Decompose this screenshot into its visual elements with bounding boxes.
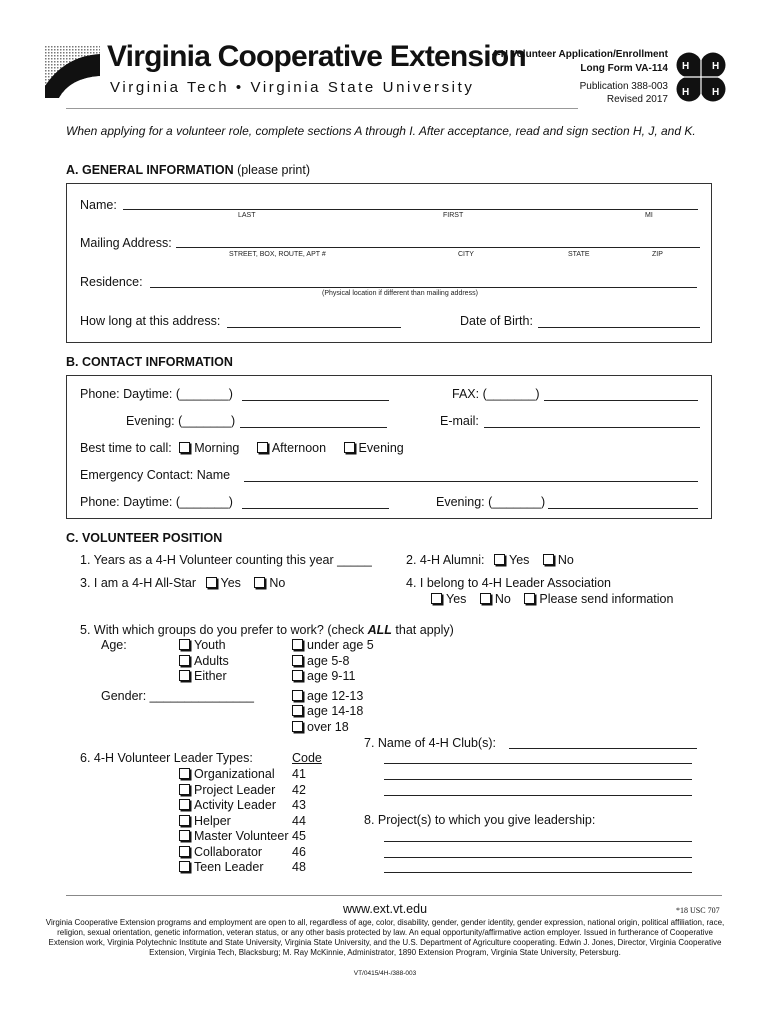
usc-note: *18 USC 707 xyxy=(676,906,720,915)
q1-years-volunteer[interactable]: 1. Years as a 4-H Volunteer counting this year _____ xyxy=(80,553,372,567)
caption-city: CITY xyxy=(458,251,474,258)
svg-text:H: H xyxy=(712,87,720,98)
caption-state: STATE xyxy=(568,251,590,258)
instructions: When applying for a volunteer role, complete sections A through I. After acceptance, read and sign section H, J, and K. xyxy=(66,124,696,138)
age-option-either[interactable]: Either xyxy=(179,669,229,685)
q8-projects-label: 8. Project(s) to which you give leadership: xyxy=(364,813,596,827)
disclaimer: Virginia Cooperative Extension programs and employment are open to all, regardless of age, color, disability, gender, gender identity, gender expression, national origin, political affiliation, race, religion, sexual orientation, genetic information, veteran status, or any other basis protected by law. An equal opportunity/affirmative action employer. Issued in furtherance of Cooperative Extension work, Virginia Polytechnic Institute and State University, Virginia State University, and the U.S. Department of Agriculture cooperating. Edwin J. Jones, Director, Virginia Cooperative Extension, Virginia Tech, Blacksburg; M. Ray McKinnie, Administrator, 1890 Extension Program, Virginia State University, Petersburg. xyxy=(45,918,725,957)
emergency-contact-input[interactable] xyxy=(244,481,698,482)
age-range-14-18[interactable]: age 14-18 xyxy=(292,704,374,720)
footer-divider xyxy=(66,895,722,896)
age-range-9-11[interactable]: age 9-11 xyxy=(292,669,374,685)
q2-alumni: 2. 4-H Alumni: Yes No xyxy=(406,553,574,567)
q2-option-no[interactable]: No xyxy=(543,553,574,567)
age-group-options xyxy=(179,638,229,685)
publication-number: Publication 388-003 xyxy=(579,81,668,92)
residence-input[interactable] xyxy=(150,287,697,288)
age-option-youth[interactable]: Youth xyxy=(179,638,229,654)
q2-option-yes[interactable]: Yes xyxy=(494,553,529,567)
four-h-clover-icon xyxy=(672,48,730,106)
option-morning[interactable]: Morning xyxy=(179,441,239,455)
caption-residence: (Physical location if different than mailing address) xyxy=(322,290,478,297)
phone-daytime-label: Phone: Daytime: (_______) xyxy=(80,387,233,401)
age-label: Age: xyxy=(101,638,127,652)
projects-input-2[interactable] xyxy=(384,857,692,858)
code-header: Code xyxy=(292,751,322,765)
phone-evening-input[interactable] xyxy=(240,427,387,428)
q6-leader-types: 6. 4-H Volunteer Leader Types: xyxy=(80,751,253,765)
checkbox-afternoon[interactable] xyxy=(257,442,268,453)
best-time-label: Best time to call: xyxy=(80,441,172,455)
projects-input-1[interactable] xyxy=(384,841,692,842)
mailing-address-label: Mailing Address: xyxy=(80,236,172,250)
org-subtitle: Virginia Tech • Virginia State University xyxy=(110,79,475,96)
caption-street: STREET, BOX, ROUTE, APT # xyxy=(229,251,326,258)
email-input[interactable] xyxy=(484,427,700,428)
checkbox-evening[interactable] xyxy=(344,442,355,453)
how-long-input[interactable] xyxy=(227,327,401,328)
mailing-address-input[interactable] xyxy=(176,247,700,248)
emergency-contact-label: Emergency Contact: Name xyxy=(80,468,231,482)
leader-code-list xyxy=(292,767,306,876)
leader-type-activity-leader[interactable]: Activity Leader xyxy=(179,798,289,814)
ec-phone-daytime-label: Phone: Daytime: (_______) xyxy=(80,495,233,509)
phone-evening-label: Evening: (_______) xyxy=(126,414,236,428)
section-a-title: A. GENERAL INFORMATION (please print) xyxy=(66,163,311,177)
age-range-over-18[interactable]: over 18 xyxy=(292,720,374,736)
caption-zip: ZIP xyxy=(652,251,663,258)
leader-type-list xyxy=(179,767,289,876)
header-divider xyxy=(66,108,578,109)
svg-text:H: H xyxy=(712,61,720,72)
org-name: Virginia Cooperative Extension xyxy=(107,40,526,73)
q5-groups: 5. With which groups do you prefer to work? (check ALL that apply) xyxy=(80,623,454,637)
q4-option-yes[interactable]: Yes xyxy=(431,592,466,606)
age-range-12-13[interactable]: age 12-13 xyxy=(292,689,374,705)
ec-phone-evening-label: Evening: (_______) xyxy=(436,495,546,509)
dob-input[interactable] xyxy=(538,327,700,328)
club-name-input-4[interactable] xyxy=(384,795,692,796)
leader-type-project-leader[interactable]: Project Leader xyxy=(179,783,289,799)
how-long-label: How long at this address: xyxy=(80,314,221,328)
caption-first: FIRST xyxy=(443,212,464,219)
q3-all-star: 3. I am a 4-H All-Star Yes No xyxy=(80,576,286,590)
option-afternoon[interactable]: Afternoon xyxy=(257,441,326,455)
q7-club-name-label: 7. Name of 4-H Club(s): xyxy=(364,736,496,750)
checkbox-morning[interactable] xyxy=(179,442,190,453)
age-range-under-5[interactable]: under age 5 xyxy=(292,638,374,654)
gender-field[interactable]: Gender: _______________ xyxy=(101,689,254,703)
best-time-row xyxy=(80,441,404,455)
name-label: Name: xyxy=(80,198,117,212)
website-link[interactable]: www.ext.vt.edu xyxy=(342,902,428,916)
q4-options xyxy=(431,592,673,606)
leader-code: 48 xyxy=(292,860,306,874)
leader-type-organizational[interactable]: Organizational xyxy=(179,767,289,783)
leader-type-helper[interactable]: Helper xyxy=(179,814,289,830)
form-title: 4-H Volunteer Application/Enrollment xyxy=(491,49,668,60)
caption-mi: MI xyxy=(645,212,653,219)
vce-logo-mark-icon xyxy=(45,46,100,98)
form-id: Long Form VA-114 xyxy=(580,63,668,74)
residence-label: Residence: xyxy=(80,275,143,289)
phone-daytime-input[interactable] xyxy=(242,400,389,401)
q4-option-no[interactable]: No xyxy=(480,592,511,606)
ec-phone-daytime-input[interactable] xyxy=(242,508,389,509)
option-evening[interactable]: Evening xyxy=(344,441,404,455)
club-name-input-1[interactable] xyxy=(509,748,697,749)
leader-code: 43 xyxy=(292,798,306,812)
fax-label: FAX: (_______) xyxy=(452,387,540,401)
leader-code: 46 xyxy=(292,844,306,859)
leader-type-teen-leader[interactable]: Teen Leader xyxy=(179,860,289,876)
age-option-adults[interactable]: Adults xyxy=(179,654,229,670)
q3-option-yes[interactable]: Yes xyxy=(206,576,241,590)
age-range-options xyxy=(292,638,374,735)
leader-type-master-volunteer[interactable]: Master Volunteer xyxy=(179,829,289,845)
club-name-input-3[interactable] xyxy=(384,779,692,780)
q4-option-send-info[interactable]: Please send information xyxy=(524,592,673,606)
fax-input[interactable] xyxy=(544,400,698,401)
svg-text:H: H xyxy=(682,87,690,98)
club-name-input-2[interactable] xyxy=(384,763,692,764)
ec-phone-evening-input[interactable] xyxy=(548,508,698,509)
email-label: E-mail: xyxy=(440,414,479,428)
publication-code: VT/0415/4H-/388-003 xyxy=(353,970,417,977)
section-b-title: B. CONTACT INFORMATION xyxy=(66,355,233,369)
caption-last: LAST xyxy=(238,212,256,219)
leader-type-collaborator[interactable]: Collaborator xyxy=(179,845,289,861)
leader-code: 41 xyxy=(292,767,306,781)
revised-date: Revised 2017 xyxy=(606,94,668,105)
leader-code: 44 xyxy=(292,813,306,828)
age-range-5-8[interactable]: age 5-8 xyxy=(292,654,374,670)
svg-text:H: H xyxy=(682,61,690,72)
leader-code: 42 xyxy=(292,782,306,797)
name-input[interactable] xyxy=(123,209,698,210)
q3-option-no[interactable]: No xyxy=(254,576,285,590)
leader-code: 45 xyxy=(292,829,306,843)
q4-leader-association: 4. I belong to 4-H Leader Association xyxy=(406,576,611,590)
section-c-title: C. VOLUNTEER POSITION xyxy=(66,531,223,545)
dob-label: Date of Birth: xyxy=(460,314,533,328)
projects-input-3[interactable] xyxy=(384,872,692,873)
